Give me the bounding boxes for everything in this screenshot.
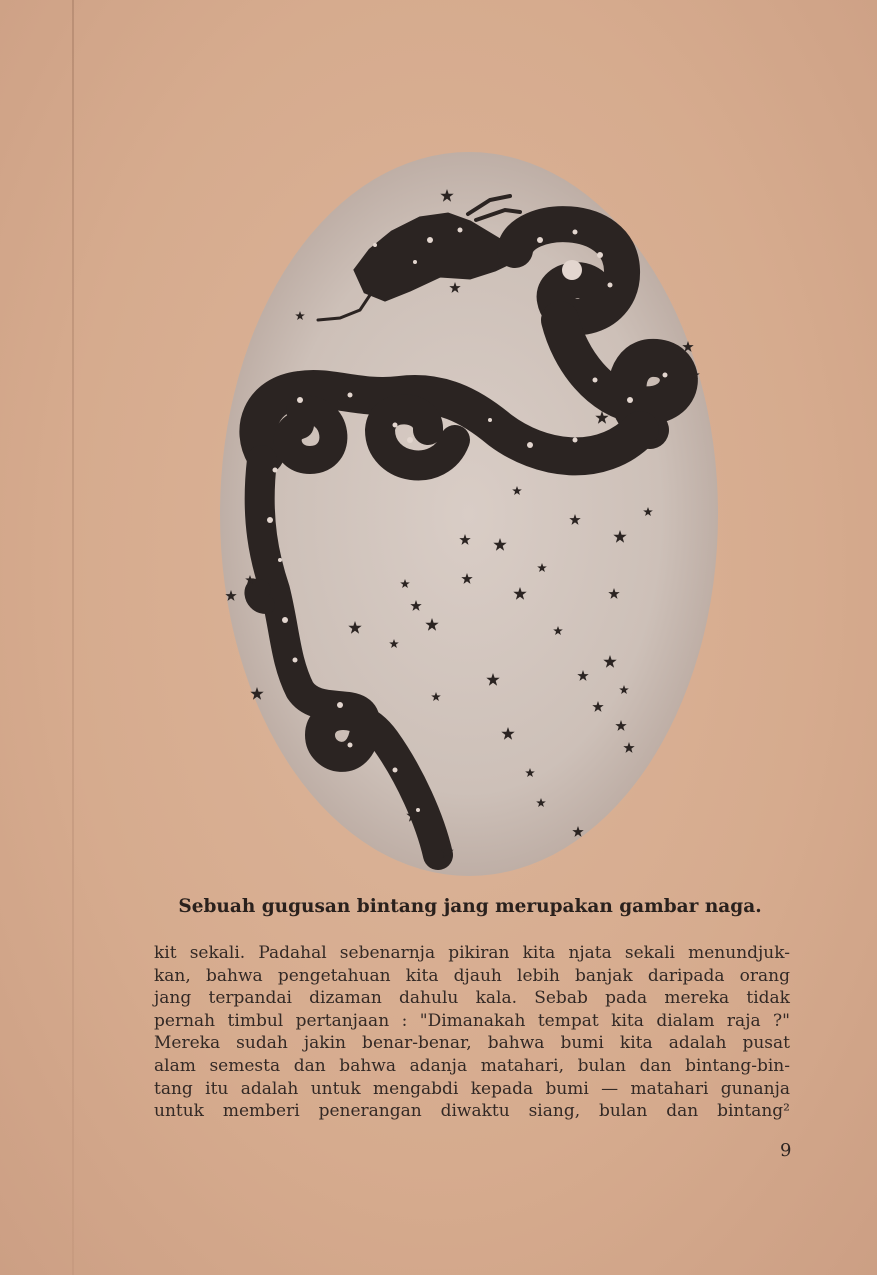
body-paragraph bbox=[154, 942, 790, 1123]
dragon-constellation-illustration bbox=[218, 150, 720, 878]
body-line: alam semesta dan bahwa adanja matahari, bulan dan bintang-bin- bbox=[154, 1055, 790, 1076]
body-line: pernah timbul pertanjaan : "Dimanakah tempat kita dialam raja ?" bbox=[154, 1010, 790, 1031]
body-line: tang itu adalah untuk mengabdi kepada bumi — matahari gunanja bbox=[154, 1078, 790, 1099]
body-line: kan, bahwa pengetahuan kita djauh lebih banjak daripada orang bbox=[154, 965, 790, 986]
body-line: Mereka sudah jakin benar-benar, bahwa bumi kita adalah pusat bbox=[154, 1033, 790, 1054]
figure-caption: Sebuah gugusan bintang jang merupakan gambar naga. bbox=[178, 896, 762, 917]
page-crease bbox=[72, 0, 74, 1275]
body-line: untuk memberi penerangan diwaktu siang, bulan dan bintang² bbox=[154, 1101, 790, 1122]
body-line: kit sekali. Padahal sebenarnja pikiran kita njata sekali menundjuk- bbox=[154, 943, 790, 963]
body-line: jang terpandai dizaman dahulu kala. Sebab pada mereka tidak bbox=[154, 988, 790, 1009]
page-number: 9 bbox=[780, 1140, 792, 1161]
